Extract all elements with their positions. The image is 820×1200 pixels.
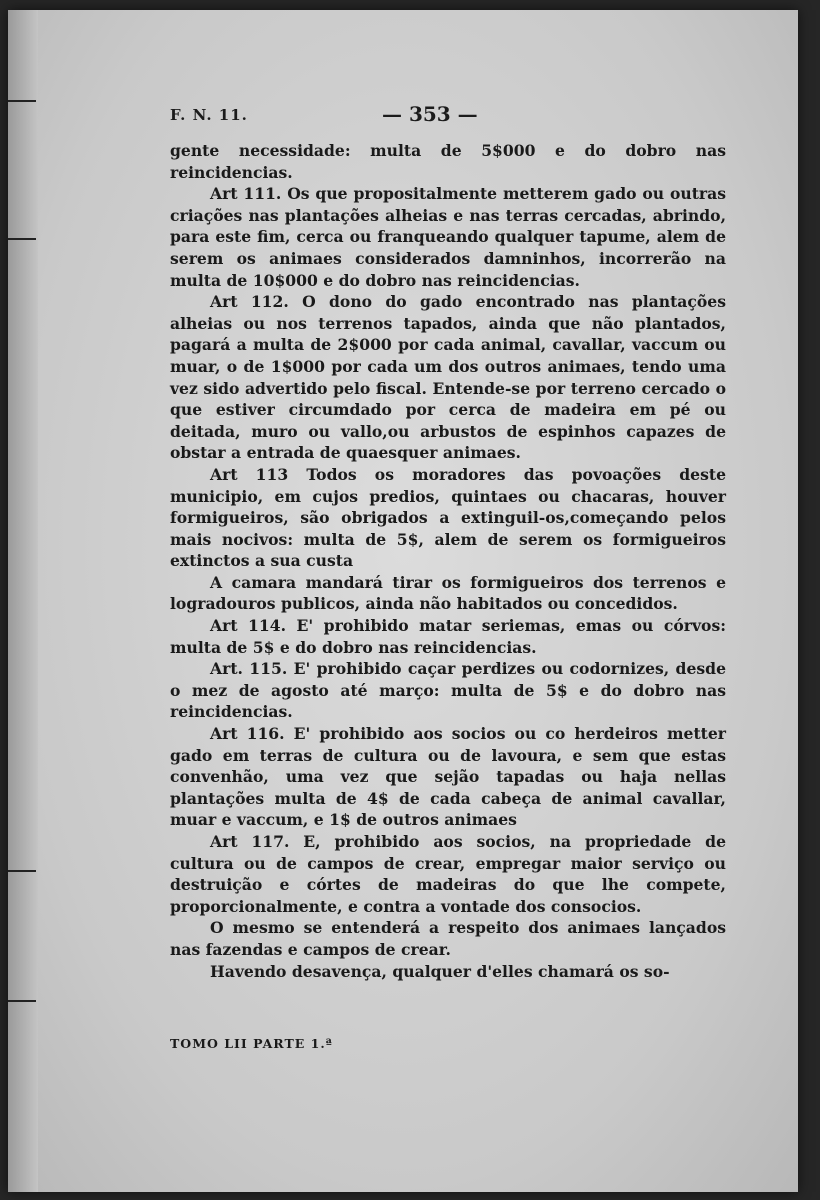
binding-mark: [8, 238, 36, 240]
header-section-mark: F. N. 11.: [170, 106, 248, 124]
body-text: [170, 140, 726, 982]
paragraph: O mesmo se entenderá a respeito dos animaes lançados nas fazendas e campos de crear.: [170, 918, 726, 959]
page-number: — 353 —: [382, 102, 478, 126]
paragraph: Art 111. Os que propositalmente metterem gado ou outras criações nas plantações alheias e nas terras cercadas, abrindo, para este fim, cerca ou franqueando qualquer tapume, alem de serem os animaes considerados damninhos, incorrerão na multa de 10$000 e do dobro nas reincidencias.: [170, 184, 726, 290]
page-binding-edge: [8, 10, 38, 1192]
paragraph: A camara mandará tirar os formigueiros dos terrenos e logradouros publicos, ainda não habitados ou concedidos.: [170, 572, 726, 614]
binding-mark: [8, 1000, 36, 1002]
binding-mark: [8, 870, 36, 872]
paragraph: Art 117. E, prohibido aos socios, na propriedade de cultura ou de campos de crear, empregar maior serviço ou destruição e córtes de madeiras do que lhe compete, proporcionalmente, e contra a vontade dos consocios.: [170, 832, 726, 916]
paragraph: Art 112. O dono do gado encontrado nas plantações alheias ou nos terrenos tapados, ainda que não plantados, pagará a multa de 2$000 por cada animal, cavallar, vaccum ou muar, o de 1$000 por cada um dos outros animaes, tendo uma vez sido advertido pelo fiscal. Entende-se por terreno cercado o que estiver circumdado por cerca de madeira em pé ou deitada, muro ou vallo,ou arbustos de espinhos capazes de obstar a entrada de quaesquer animaes.: [170, 292, 726, 463]
running-head: [170, 102, 730, 132]
paragraph: Art 116. E' prohibido aos socios ou co herdeiros metter gado em terras de cultura ou de lavoura, e sem que estas convenhão, uma vez que sejão tapadas ou haja nellas plantações multa de 4$ de cada cabeça de animal cavallar, muar e vaccum, e 1$ de outros animaes: [170, 724, 726, 830]
paragraph: Art 114. E' prohibido matar seriemas, emas ou córvos: multa de 5$ e do dobro nas reincidencias.: [170, 616, 726, 657]
book-page: [8, 10, 798, 1192]
volume-signature: TOMO LII PARTE 1.ª: [170, 1036, 333, 1051]
paragraph: Art. 115. E' prohibido caçar perdizes ou codornizes, desde o mez de agosto até março: multa de 5$ e do dobro nas reincidencias.: [170, 659, 726, 722]
paragraph: Art 113 Todos os moradores das povoações deste municipio, em cujos predios, quintaes ou chacaras, houver formigueiros, são obrigados a extinguil-os,começando pelos mais nocivos: multa de 5$, alem de serem os formigueiros extinctos a sua custa: [170, 464, 726, 571]
paragraph: Havendo desavença, qualquer d'elles chamará os so-: [210, 961, 670, 981]
binding-mark: [8, 100, 36, 102]
paragraph: gente necessidade: multa de 5$000 e do dobro nas reincidencias.: [170, 141, 726, 182]
